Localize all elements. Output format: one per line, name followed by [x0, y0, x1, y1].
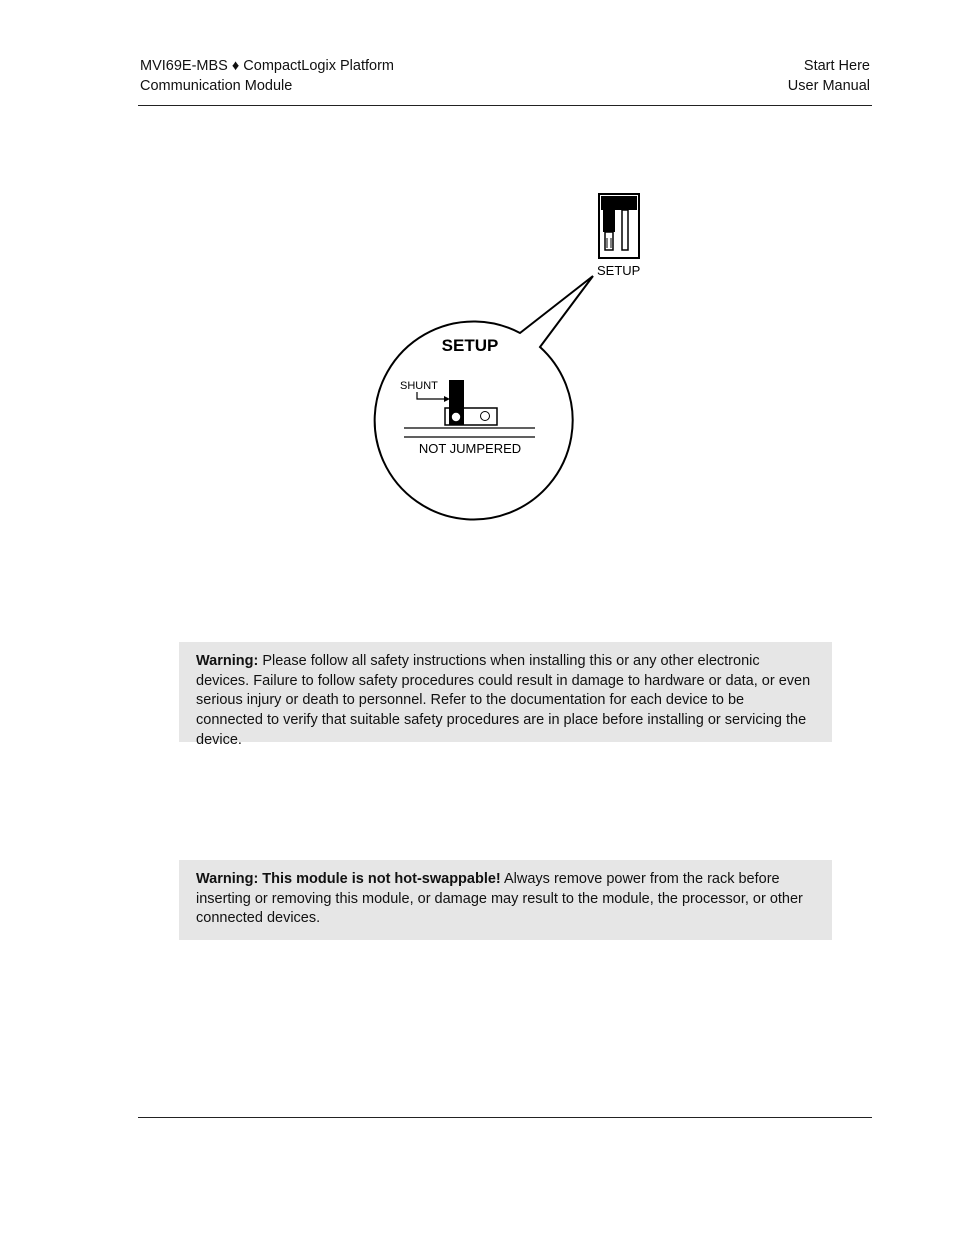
small-setup-label: SETUP — [597, 263, 641, 278]
hot-swap-warning-box — [179, 860, 832, 940]
shunt-label: SHUNT — [400, 380, 438, 392]
callout-title: SETUP — [441, 336, 499, 355]
setup-jumper-figure — [360, 186, 660, 526]
header-divider — [138, 105, 872, 106]
header-section-title: Start Here — [803, 58, 870, 74]
footer-divider — [138, 1117, 872, 1118]
header-left — [140, 57, 394, 96]
setup-jumper-header-icon — [599, 194, 639, 258]
header-document-type: User Manual — [787, 77, 870, 94]
hot-swap-warning-text: Always remove power from the rack before inserting or removing this module, or damage may result to the module, the processor, or other connected devices. — [196, 871, 803, 927]
callout-bubble — [375, 276, 593, 519]
header-product-title: MVI69E-MBS ♦ CompactLogix Platform — [140, 58, 394, 74]
header-right — [788, 57, 870, 96]
safety-warning-box — [179, 642, 832, 748]
header-product-subtitle: Communication Module — [140, 77, 293, 94]
warning-text: Please follow all safety instructions when installing this or any other electronic devices. Failure to follow safety procedures could result in damage to hardware or data, or even serious injury or death to personnel. Refer to the documentation for each device to be connected to verify that suitable safety procedures are in place before installing or servicing the device. — [196, 653, 811, 748]
hot-swap-warning-label: Warning: This module is not hot-swappable! — [196, 871, 501, 887]
warning-label: Warning: — [196, 653, 259, 669]
not-jumpered-label: NOT JUMPERED — [418, 441, 522, 456]
